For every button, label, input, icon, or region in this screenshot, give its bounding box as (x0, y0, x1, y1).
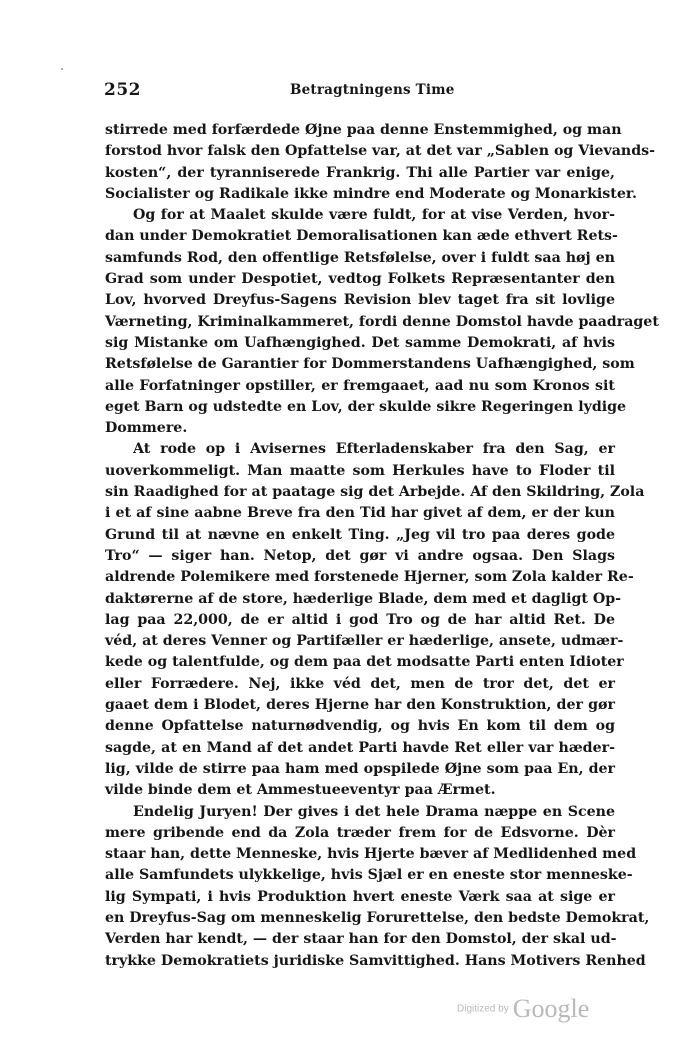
text-line: kosten“, der tyranniserede Frankrig. Thi alle Partier var enige, (105, 164, 615, 181)
text-line: Endelig Juryen! Der gives i det hele Drama næppe en Scene (133, 803, 615, 820)
text-line: alle Forfatninger opstiller, er fremgaaet, aad nu som Kronos sit (105, 377, 615, 394)
text-line: aldrende Polemikere med forstenede Hjerner, som Zola kalder Re- (105, 569, 634, 586)
text-line: dan under Demokratiet Demoralisationen kan æde ethvert Rets- (105, 228, 618, 245)
text-line: uoverkommeligt. Man maatte som Herkules have to Floder til (105, 462, 615, 479)
text-line: alle Samfundets ulykkelige, hvis Sjæl er en eneste stor menneske- (105, 867, 633, 884)
body-text (105, 120, 659, 972)
text-line: Værneting, Kriminalkammeret, fordi denne Domstol havde paadraget (105, 313, 659, 330)
text-line: Dommere. (105, 420, 188, 437)
text-line: mere gribende end da Zola træder frem for de Edsvorne. Dèr (105, 824, 615, 841)
text-line: Verden har kendt, — der staar han for den Domstol, der skal ud- (105, 931, 617, 948)
running-title: Betragtningens Time (290, 82, 455, 98)
text-line: lag paa 22,000, de er altid i god Tro og de har altid Ret. De (105, 611, 615, 628)
watermark-brand: Google (512, 994, 590, 1023)
text-line: Grad som under Despotiet, vedtog Folkets Repræsentanter den (105, 271, 615, 288)
text-line: gaaet dem i Blodet, deres Hjerne har den Konstruktion, der gør (105, 697, 615, 714)
digitized-by-google-watermark (457, 994, 589, 1024)
text-line: sagde, at en Mand af det andet Parti havde Ret eller var hæder- (105, 739, 615, 756)
text-line: Tro“ — siger han. Netop, det gør vi andre ogsaa. Den Slags (105, 547, 615, 564)
text-line: denne Opfattelse naturnødvendig, og hvis En kom til dem og (105, 718, 615, 735)
text-line: lig Sympati, i hvis Produktion hvert eneste Værk saa at sige er (105, 888, 615, 905)
text-line: Lov, hvorved Dreyfus-Sagens Revision blev taget fra sit lovlige (105, 292, 615, 309)
text-line: sin Raadighed for at paatage sig det Arbejde. Af den Skildring, Zola (105, 484, 645, 501)
watermark-prefix: Digitized by (457, 1003, 509, 1015)
text-line: forstod hvor falsk den Opfattelse var, at det var „Sablen og Vievands- (105, 143, 655, 160)
text-line: stirrede med forfærdede Øjne paa denne Enstemmighed, og man (105, 122, 622, 138)
text-line: staar han, dette Menneske, hvis Hjerte bæver af Medlidenhed med (105, 846, 637, 863)
text-line: kede og talentfulde, og dem paa det modsatte Parti enten Idioter (105, 654, 624, 671)
page-number: 252 (104, 80, 141, 100)
text-line: sig Mistanke om Uafhængighed. Det samme Demokrati, af hvis (105, 334, 615, 351)
text-line: At rode op i Avisernes Efterladenskaber fra den Sag, er (133, 441, 615, 458)
text-line: lig, vilde de stirre paa ham med opspilede Øjne som paa En, der (105, 760, 615, 777)
text-line: Retsfølelse de Garantier for Dommerstandens Uafhængighed, som (105, 356, 635, 373)
scan-speck (61, 68, 63, 70)
text-line: en Dreyfus-Sag om menneskelig Forurettelse, den bedste Demokrat, (105, 909, 650, 926)
text-line: trykke Demokratiets juridiske Samvittighed. Hans Motivers Renhed (105, 952, 646, 969)
text-line: vilde binde dem et Ammestueeventyr paa Ærmet. (105, 782, 496, 799)
text-line: eller Forrædere. Nej, ikke véd det, men de tror det, det er (105, 675, 615, 692)
text-line: véd, at deres Venner og Partifæller er hæderlige, ansete, udmær- (105, 633, 624, 650)
text-line: eget Barn og udstedte en Lov, der skulde sikre Regeringen lydige (105, 398, 627, 415)
text-line: Socialister og Radikale ikke mindre end Moderate og Monarkister. (105, 185, 637, 202)
text-line: daktørerne af de store, hæderlige Blade, dem med et dagligt Op- (105, 590, 622, 607)
text-line: Grund til at nævne en enkelt Ting. „Jeg vil tro paa deres gode (105, 526, 615, 543)
text-line: Og for at Maalet skulde være fuldt, for at vise Verden, hvor- (133, 207, 615, 224)
text-line: samfunds Rod, den offentlige Retsfølelse, over i fuldt saa høj en (105, 249, 615, 266)
text-line: i et af sine aabne Breve fra den Tid har givet af dem, er der kun (105, 505, 615, 522)
